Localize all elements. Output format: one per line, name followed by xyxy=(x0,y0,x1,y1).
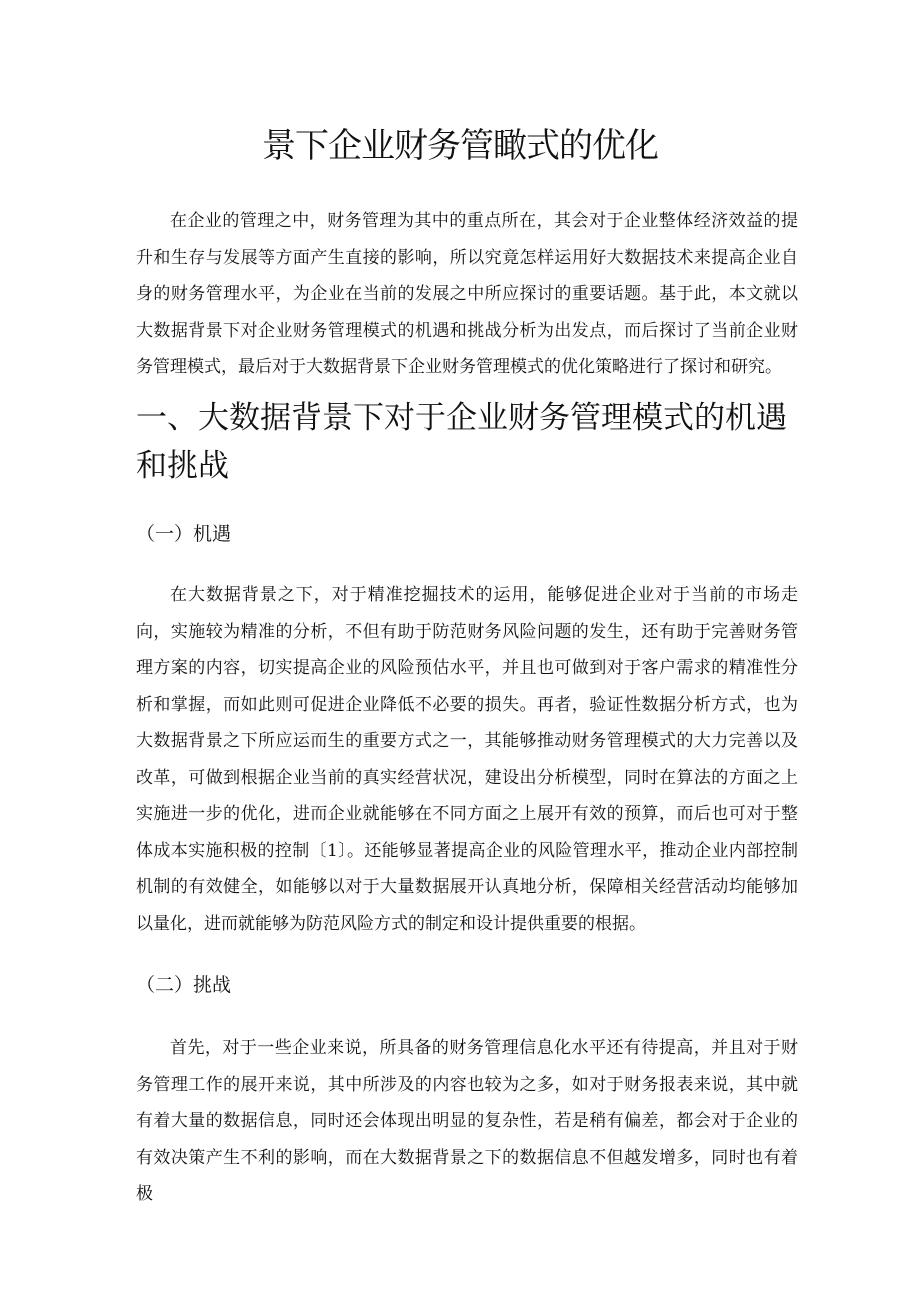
challenge-paragraph: 首先，对于一些企业来说，所具备的财务管理信息化水平还有待提高，并且对于财务管理工作的展开来说，其中所涉及的内容也较为之多，如对于财务报表来说，其中就有着大量的数据信息，同时还会体现出明显的复杂性，若是稍有偏差，都会对于企业的有效决策产生不利的影响，而在大数据背景之下的数据信息不但越发增多，同时也有着极 xyxy=(136,1038,798,1204)
section-1-heading: 一、大数据背景下对于企业财务管理模式的机遇和挑战 xyxy=(136,400,787,484)
opportunity-paragraph: 在大数据背景之下，对于精准挖掘技术的运用，能够促进企业对于当前的市场走向，实施较为精准的分析，不但有助于防范财务风险问题的发生，还有助于完善财务管理方案的内容，切实提高企业的风险预估水平，并且也可做到对于客户需求的精准性分析和掌握，而如此则可促进企业降低不必要的损失。再者，验证性数据分析方式，也为大数据背景之下所应运而生的重要方式之一，其能够推动财务管理模式的大力完善以及改革，可做到根据企业当前的真实经营状况，建设出分析模型，同时在算法的方面之上实施进一步的优化，进而企业就能够在不同方面之上展开有效的预算，而后也可对于整体成本实施积极的控制〔1〕。还能够显著提高企业的风险管理水平，推动企业内部控制机制的有效健全，如能够以对于大量数据展开认真地分析，保障相关经营活动均能够加以量化，进而就能够为防范风险方式的制定和设计提供重要的根据。 xyxy=(136,585,798,934)
subsection-opportunity-heading: （一）机遇 xyxy=(136,523,232,545)
page-title: 景下企业财务管瞰式的优化 xyxy=(262,126,658,166)
subsection-challenge-heading: （二）挑战 xyxy=(136,974,232,996)
intro-paragraph: 在企业的管理之中，财务管理为其中的重点所在，其会对于企业整体经济效益的提升和生存与发展等方面产生直接的影响，所以究竟怎样运用好大数据技术来提高企业自身的财务管理水平，为企业在当前的发展之中所应探讨的重要话题。基于此，本文就以大数据背景下对企业财务管理模式的机遇和挑战分析为出发点，而后探讨了当前企业财务管理模式，最后对于大数据背景下企业财务管理模式的优化策略进行了探讨和研究。 xyxy=(136,211,798,377)
